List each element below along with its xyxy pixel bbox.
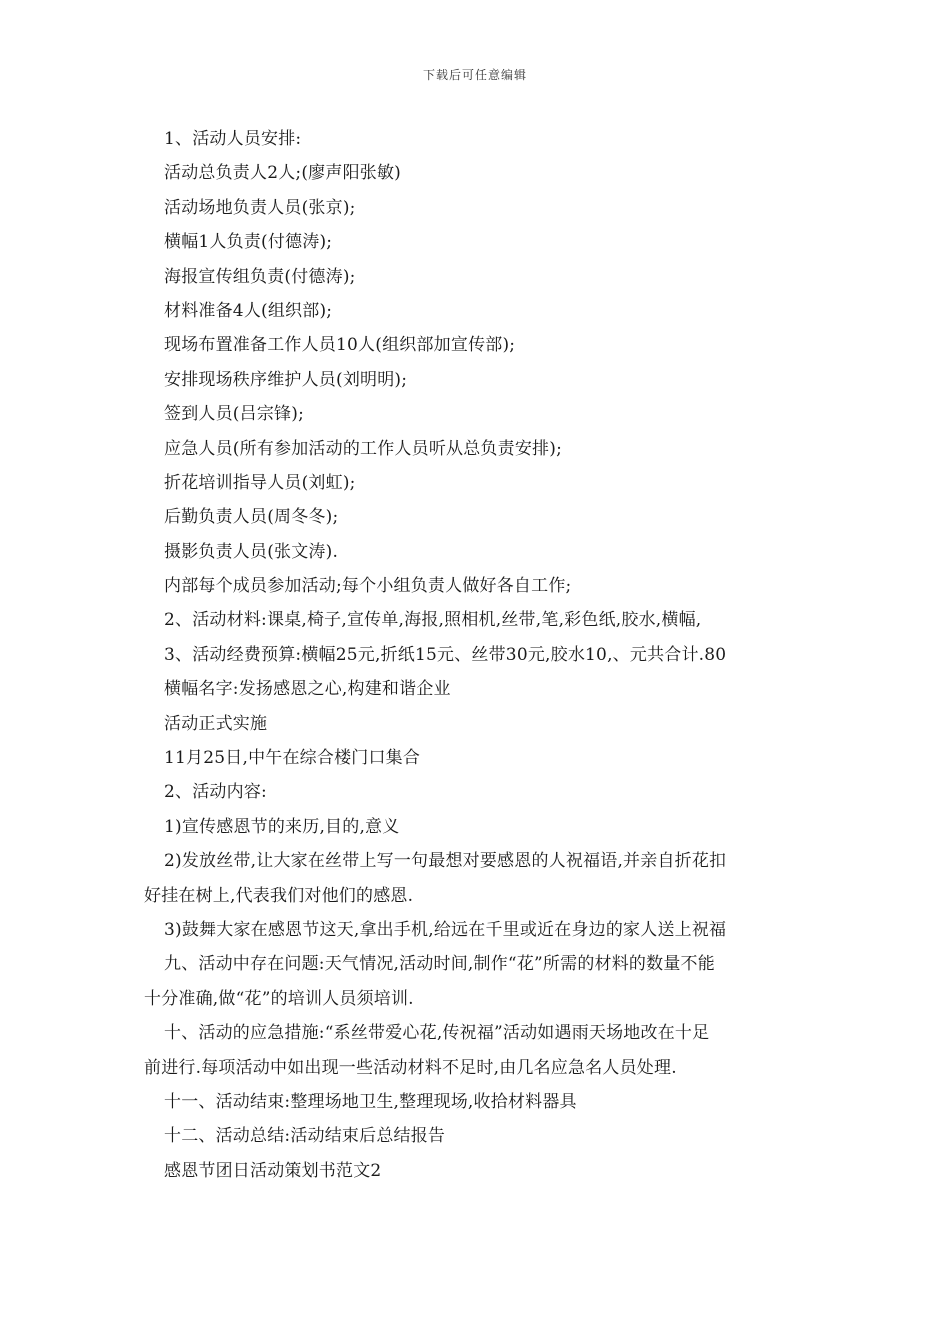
paragraph-line: 十分准确,做“花”的培训人员须培训. <box>144 988 414 1009</box>
paragraph-line: 摄影负责人员(张文涛). <box>164 541 339 562</box>
paragraph-line: 后勤负责人员(周冬冬); <box>164 507 339 528</box>
paragraph-line: 现场布置准备工作人员10人(组织部加宣传部); <box>164 335 516 356</box>
paragraph-line: 应急人员(所有参加活动的工作人员听从总负责安排); <box>164 438 562 459</box>
paragraph-line: 1、活动人员安排: <box>164 129 302 149</box>
paragraph-line: 十一、活动结束:整理场地卫生,整理现场,收拾材料器具 <box>164 1091 577 1112</box>
paragraph-line: 感恩节团日活动策划书范文2 <box>164 1160 382 1181</box>
paragraph-line: 11月25日,中午在综合楼门口集合 <box>164 748 421 769</box>
paragraph-line: 活动总负责人2人;(廖声阳张敏) <box>164 163 402 184</box>
paragraph-line: 安排现场秩序维护人员(刘明明); <box>164 369 408 390</box>
paragraph-line: 横幅名字:发扬感恩之心,构建和谐企业 <box>164 679 451 700</box>
paragraph-line: 3)鼓舞大家在感恩节这天,拿出手机,给远在千里或近在身边的家人送上祝福 <box>164 919 727 940</box>
paragraph-line: 活动正式实施 <box>164 713 268 734</box>
paragraph-line: 2、活动材料:课桌,椅子,宣传单,海报,照相机,丝带,笔,彩色纸,胶水,横幅, <box>164 610 702 631</box>
paragraph-line: 材料准备4人(组织部); <box>164 300 333 321</box>
paragraph-line: 折花培训指导人员(刘虹); <box>164 472 356 493</box>
paragraph-line: 好挂在树上,代表我们对他们的感恩. <box>144 885 414 906</box>
page-header-note: 下载后可任意编辑 <box>422 68 527 82</box>
paragraph-line: 十、活动的应急措施:“系丝带爱心花,传祝福”活动如遇雨天场地改在十足 <box>164 1023 710 1044</box>
paragraph-line: 横幅1人负责(付德涛); <box>164 232 333 253</box>
paragraph-line: 海报宣传组负责(付德涛); <box>164 266 356 287</box>
paragraph-line: 九、活动中存在问题:天气情况,活动时间,制作“花”所需的材料的数量不能 <box>164 954 715 975</box>
paragraph-line: 签到人员(吕宗锋); <box>164 404 304 425</box>
document-body <box>144 122 809 1188</box>
paragraph-line: 2、活动内容: <box>164 782 267 803</box>
paragraph-line: 十二、活动总结:活动结束后总结报告 <box>164 1126 446 1147</box>
paragraph-line: 2)发放丝带,让大家在丝带上写一句最想对要感恩的人祝福语,并亲自折花扣 <box>164 851 727 872</box>
paragraph-line: 内部每个成员参加活动;每个小组负责人做好各自工作; <box>164 576 572 597</box>
paragraph-line: 活动场地负责人员(张京); <box>164 197 356 218</box>
paragraph-line: 3、活动经费预算:横幅25元,折纸15元、丝带30元,胶水10,、元共合计.80 <box>164 644 727 665</box>
paragraph-line: 前进行.每项活动中如出现一些活动材料不足时,由几名应急名人员处理. <box>144 1057 677 1078</box>
paragraph-line: 1)宣传感恩节的来历,目的,意义 <box>164 816 400 837</box>
